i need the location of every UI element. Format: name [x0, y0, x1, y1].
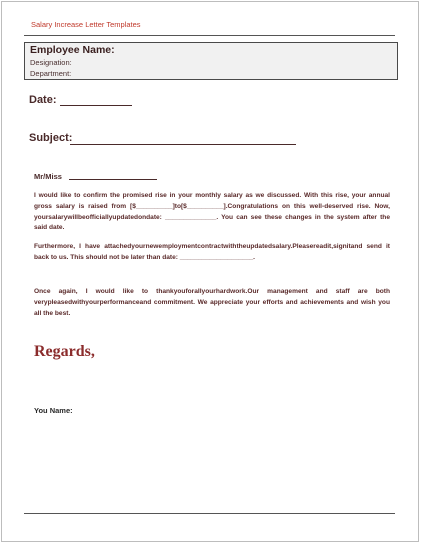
department-label: Department:: [30, 69, 72, 78]
employee-info-box: [24, 42, 398, 80]
regards-closing: Regards,: [34, 343, 95, 360]
subject-blank-line: [70, 144, 296, 145]
footer-divider: [24, 513, 395, 514]
your-name-label: You Name:: [34, 406, 73, 415]
employee-name-label: Employee Name:: [30, 44, 115, 56]
date-label: Date:: [29, 94, 57, 106]
date-blank-line: [60, 105, 132, 106]
template-title: Salary Increase Letter Templates: [31, 20, 141, 29]
salutation: Mr/Miss: [34, 172, 62, 181]
header-divider: [24, 35, 395, 36]
paragraph-contract: Furthermore, I have attachedyournewemploymentcontractwiththeupdatedsalary.Pleasereadit,signitand send it back to us. This should not be later than date: ____________________.: [34, 243, 390, 261]
letter-page: [1, 1, 419, 542]
subject-label: Subject:: [29, 132, 73, 144]
paragraph-thanks: Once again, I would like to thankyouforallyourhardwork.Our management and staff are both verypleasedwithyourperformanceand commitment. We appreciate your efforts and achievements and wish you all the best.: [34, 288, 390, 317]
designation-label: Designation:: [30, 58, 72, 67]
salutation-blank-line: [69, 179, 157, 180]
paragraph-confirmation: I would like to confirm the promised rise in your monthly salary as we discussed. With this rise, your annual gross salary is raised from [$__________]to[$__________].Congratulations on this well-deserved rise. Now, yoursalarywillbeofficiallyupdatedondate: ______________. You can see these changes in the system after the said date.: [34, 192, 390, 232]
